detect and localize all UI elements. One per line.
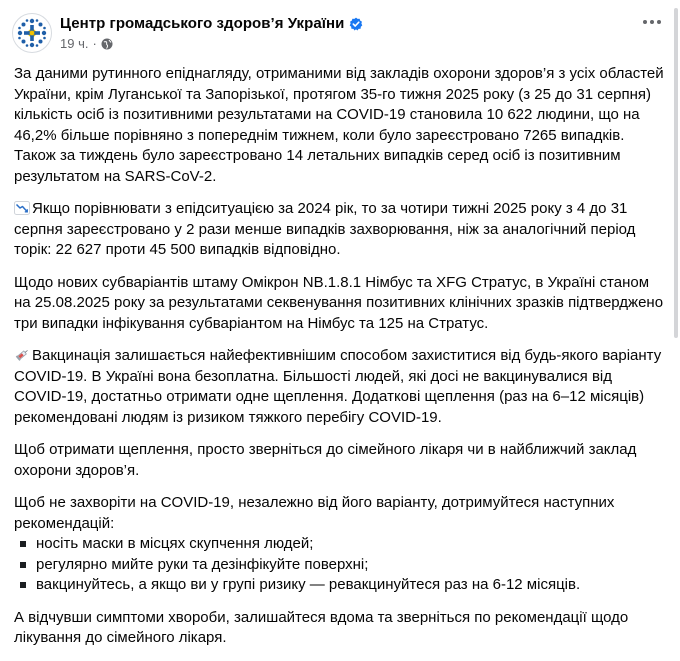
- paragraph-comparison-text: Якщо порівнювати з епідситуацією за 2024 рік, то за чотири тижні 2025 року з 4 до 31 серпня зареєстровано у 2 рази менше випадків захворювання, ніж за аналогічний період торік: 22 627 проти 45 500 випадків відповідно.: [14, 200, 636, 258]
- more-dot: [657, 20, 661, 24]
- page-avatar[interactable]: [12, 13, 52, 53]
- more-dot: [650, 20, 654, 24]
- globe-icon[interactable]: [101, 38, 113, 50]
- post-timestamp[interactable]: 19 ч.: [60, 36, 89, 51]
- timestamp-row: [60, 35, 363, 53]
- paragraph-vaccination: [14, 346, 664, 428]
- page-name-link[interactable]: Центр громадського здоров’я України: [60, 15, 345, 32]
- syringe-icon: [14, 348, 30, 362]
- more-options-icon[interactable]: [640, 12, 664, 32]
- paragraph-subvariants: Щодо нових субваріантів штаму Омікрон NB.1.8.1 Німбус та XFG Стратус, в Україні станом на 25.08.2025 року за результатами секвенування позитивних клінічних зразків підтверджено три випадки інфікування субваріантом на Німбус та 125 на Стратус.: [14, 273, 664, 332]
- post-header: [12, 11, 363, 55]
- chart-decreasing-icon: [14, 201, 30, 215]
- recommendations-list: [14, 534, 664, 596]
- scrollbar[interactable]: [674, 8, 678, 338]
- paragraph-vaccination-text: Вакцинація залишається найефективнішим способом захиститися від будь-якого варіанту COVID-19. В Україні вона безоплатна. Більшості людей, які досі не вакцинувалися від COVID-19, достатньо отримати одне щеплення. Додаткові щеплення (раз на 6–12 місяців) рекомендовані людям із ризиком тяжкого перебігу COVID-19.: [14, 347, 662, 426]
- paragraph-recommendations-intro: Щоб не захворіти на COVID-19, незалежно від його варіанту, дотримуйтеся наступних рекомендацій:: [14, 494, 615, 532]
- more-dot: [643, 20, 647, 24]
- list-item: носіть маски в місцях скупчення людей;: [14, 534, 664, 555]
- paragraph-comparison: [14, 199, 664, 261]
- list-item: регулярно мийте руки та дезінфікуйте поверхні;: [14, 555, 664, 576]
- logo-icon: [13, 14, 51, 52]
- verified-badge-icon: [349, 17, 363, 31]
- paragraph-symptoms: А відчувши симптоми хвороби, залишайтеся вдома та зверніться по рекомендації щодо лікування до сімейного лікаря.: [14, 608, 629, 646]
- paragraph-how-to-vaccinate: Щоб отримати щеплення, просто зверніться до сімейного лікаря чи в найближчий заклад охорони здоров’я.: [14, 441, 637, 479]
- author-row: [60, 14, 363, 34]
- post-body: [14, 64, 664, 661]
- paragraph-surveillance: За даними рутинного епіднагляду, отриманими від закладів охорони здоров’я з усіх областей України, крім Луганської та Запорізької, протягом 35-го тижня 2025 року (з 25 до 31 серпня) кількість осіб із позитивними результатами на COVID-19 становила 10 622 людини, що на 46,2% більше порівняно з попереднім тижнем, коли було зареєстровано 7265 випадків. Також за тиждень було зареєстровано 14 летальних випадків серед осіб із позитивним результатом на SARS-CoV-2.: [14, 65, 664, 185]
- list-item: вакцинуйтесь, а якщо ви у групі ризику — ревакцинуйтеся раз на 6-12 місяців.: [14, 575, 664, 596]
- separator-dot: ·: [92, 36, 97, 51]
- post-meta: [60, 14, 363, 53]
